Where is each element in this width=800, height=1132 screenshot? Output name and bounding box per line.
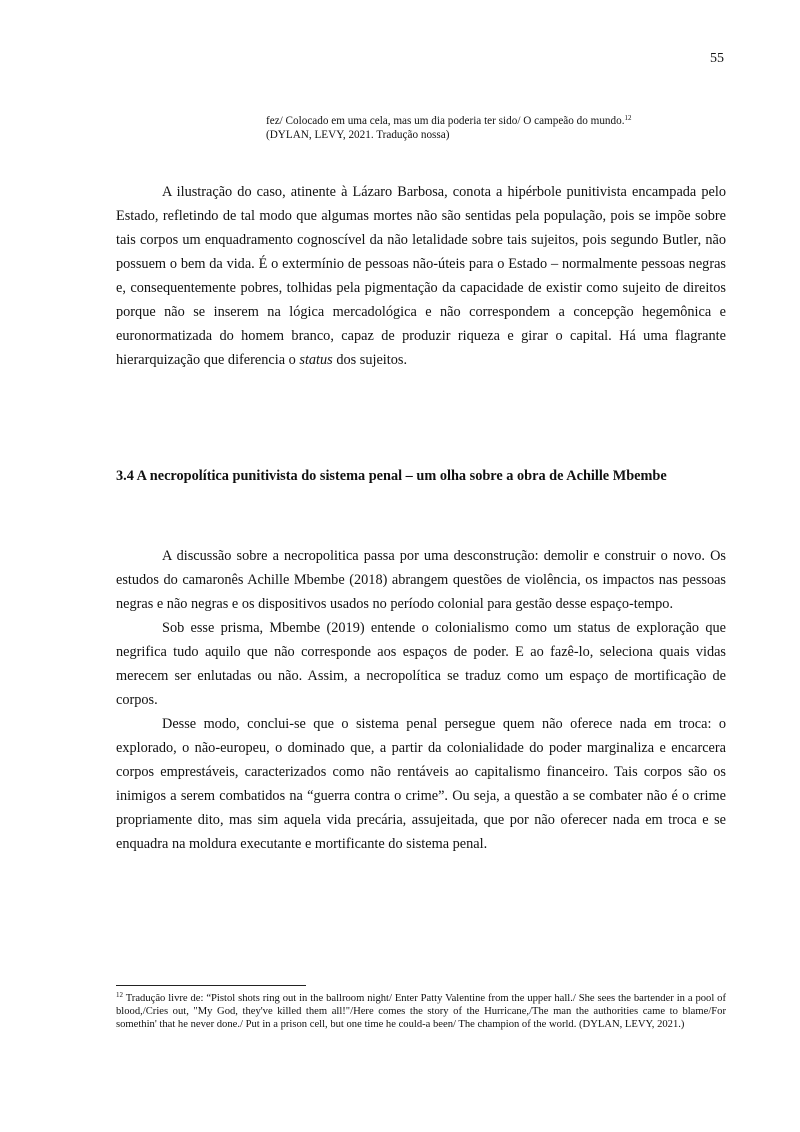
paragraph: Desse modo, conclui-se que o sistema penal persegue quem não oferece nada em troca: o explorado, o não-europeu, o dominado que, a partir da colonialidade do poder marginaliza e encarcera corpos emprestáveis, caracterizados como não rentáveis ao capitalismo financeiro. Tais corpos são os inimigos a serem combatidos na “guerra contra o crime”. Ou seja, a questão a se combater não é o crime propriamente dito, mas sim aquela vida precária, assujeitada, que por não oferecer nada em troca e se enquadra na moldura executante e mortificante do sistema penal. xyxy=(116,716,726,852)
block-quote-citation: (DYLAN, LEVY, 2021. Tradução nossa) xyxy=(266,129,450,141)
italic-term: status xyxy=(299,352,333,368)
footnote-separator xyxy=(116,985,306,986)
block-quote-line: fez/ Colocado em uma cela, mas um dia poderia ter sido/ O campeão do mundo. xyxy=(266,115,625,127)
footnote-reference: 12 xyxy=(624,114,632,122)
paragraph xyxy=(116,180,726,372)
paragraph-text: A ilustração do caso, atinente à Lázaro Barbosa, conota a hipérbole punitivista encampada pelo Estado, refletindo de tal modo que algumas mortes não são sentidas pela população, pois se impõe sobre tais corpos um enquadramento cognoscível da não letalidade sobre tais sujeitos, pois segundo Butler, não possuem o bem da vida. É o extermínio de pessoas não-úteis para o Estado – normalmente pessoas negras e, consequentemente pobres, tolhidas pela pigmentação da capacidade de existir como sujeito de direitos porque não se inserem na lógica mercadológica e não correspondem a concepção hegemônica e euronormatizada do homem branco, capaz de produzir riqueza e girar o capital. Há uma flagrante hierarquização que diferencia o xyxy=(116,184,726,368)
paragraph: Sob esse prisma, Mbembe (2019) entende o colonialismo como um status de exploração que negrifica tudo aquilo que não corresponde aos espaços de poder. E ao fazê-lo, seleciona quais vidas merecem ser enlutadas ou não. Assim, a necropolítica se traduz como um espaço de mortificação de corpos. xyxy=(116,620,726,708)
block-quote-text xyxy=(266,114,726,128)
footnote-number: 12 xyxy=(116,991,123,999)
footnote xyxy=(116,992,726,1031)
paragraph: A discussão sobre a necropolitica passa por uma desconstrução: demolir e construir o novo. Os estudos do camaronês Achille Mbembe (2018) abrangem questões de violência, os impactos nas pessoas negras e não negras e os dispositivos usados no período colonial para gestão desse espaço-tempo. xyxy=(116,548,726,612)
block-quote xyxy=(266,114,726,142)
body-text-intro xyxy=(116,180,726,372)
section-heading: 3.4 A necropolítica punitivista do sistema penal – um olha sobre a obra de Achille Mbembe xyxy=(116,468,667,484)
footnote-text: Tradução livre de: “Pistol shots ring out in the ballroom night/ Enter Patty Valentine from the upper hall./ She sees the bartender in a pool of blood,/Cries out, "My God, they've killed them all!"/Here comes the story of the Hurricane,/The man the authorities came to blame/For somethin' that he never done./ Put in a prison cell, but one time he could-a been/ The champion of the world. (DYLAN, LEVY, 2021.) xyxy=(116,993,726,1030)
paragraph-text-end: dos sujeitos. xyxy=(332,352,408,368)
page-number: 55 xyxy=(710,51,724,66)
body-text-section xyxy=(116,544,726,856)
